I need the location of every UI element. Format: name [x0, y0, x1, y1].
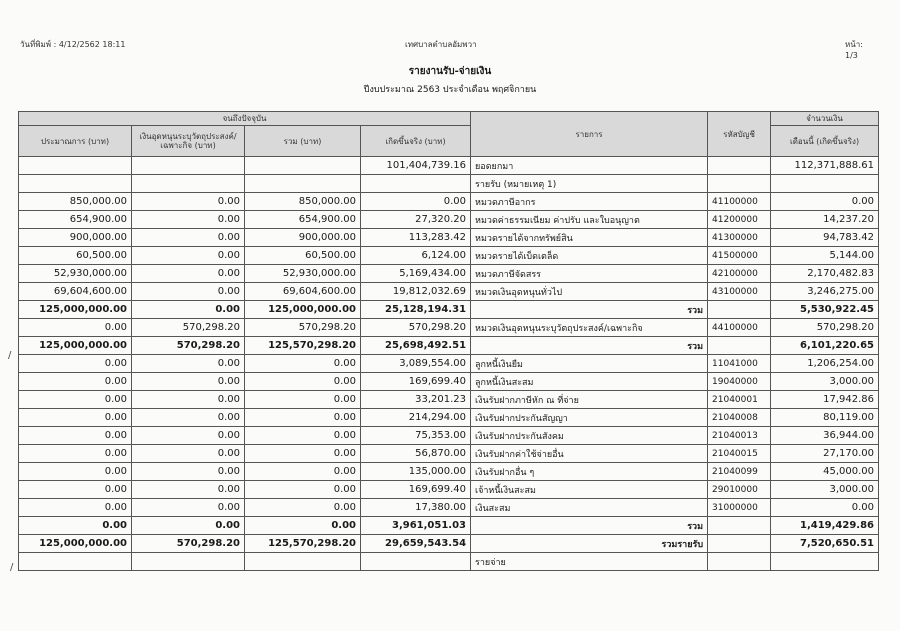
cell-special-grant: 0.00 — [132, 247, 245, 265]
cell-total: 0.00 — [245, 481, 361, 499]
cell-actual: 169,699.40 — [361, 481, 471, 499]
cell-this-month: 7,520,650.51 — [771, 535, 879, 553]
cell-account: 42100000 — [708, 265, 771, 283]
cell-actual: 75,353.00 — [361, 427, 471, 445]
cell-actual: 33,201.23 — [361, 391, 471, 409]
cell-total: 0.00 — [245, 355, 361, 373]
cell-this-month: 17,942.86 — [771, 391, 879, 409]
cell-special-grant: 0.00 — [132, 193, 245, 211]
header-account: รหัสบัญชี — [708, 112, 771, 157]
cell-special-grant: 0.00 — [132, 265, 245, 283]
table-row — [19, 355, 879, 373]
table-row — [19, 391, 879, 409]
table-row — [19, 373, 879, 391]
cell-budget: 0.00 — [19, 427, 132, 445]
cell-special-grant: 0.00 — [132, 409, 245, 427]
table-row — [19, 463, 879, 481]
cell-actual: 214,294.00 — [361, 409, 471, 427]
cell-item: เงินรับฝากค่าใช้จ่ายอื่น — [471, 445, 708, 463]
header-this-month: เดือนนี้ (เกิดขึ้นจริง) — [771, 126, 879, 157]
cell-actual: 3,961,051.03 — [361, 517, 471, 535]
cell-budget: 900,000.00 — [19, 229, 132, 247]
cell-total: 52,930,000.00 — [245, 265, 361, 283]
cell-total: 125,570,298.20 — [245, 535, 361, 553]
header-total: รวม (บาท) — [245, 126, 361, 157]
total-row — [19, 535, 879, 553]
cell-budget: 654,900.00 — [19, 211, 132, 229]
cell-actual: 6,124.00 — [361, 247, 471, 265]
cell-actual — [361, 553, 471, 571]
table-row — [19, 283, 879, 301]
cell-total: 0.00 — [245, 517, 361, 535]
cell-account: 21040008 — [708, 409, 771, 427]
total-row — [19, 337, 879, 355]
cell-actual: 19,812,032.69 — [361, 283, 471, 301]
cell-account: 19040000 — [708, 373, 771, 391]
cell-item: รายจ่าย — [471, 553, 708, 571]
cell-item: หมวดภาษีจัดสรร — [471, 265, 708, 283]
table-row — [19, 247, 879, 265]
cell-budget: 52,930,000.00 — [19, 265, 132, 283]
cell-this-month: 27,170.00 — [771, 445, 879, 463]
report-title: รายงานรับ-จ่ายเงิน — [408, 66, 492, 77]
header-actual: เกิดขึ้นจริง (บาท) — [361, 126, 471, 157]
cell-special-grant: 0.00 — [132, 283, 245, 301]
table-row — [19, 193, 879, 211]
cell-item: หมวดค่าธรรมเนียม ค่าปรับ และใบอนุญาต — [471, 211, 708, 229]
header-budget: ประมาณการ (บาท) — [19, 126, 132, 157]
table-row — [19, 409, 879, 427]
receipts-payments-table — [18, 111, 879, 571]
cell-account: 21040013 — [708, 427, 771, 445]
cell-this-month: 5,144.00 — [771, 247, 879, 265]
cell-special-grant: 0.00 — [132, 481, 245, 499]
cell-total — [245, 157, 361, 175]
cell-total: 0.00 — [245, 463, 361, 481]
cell-budget: 60,500.00 — [19, 247, 132, 265]
header-item: รายการ — [471, 112, 708, 157]
cell-this-month: 1,419,429.86 — [771, 517, 879, 535]
cell-actual: 101,404,739.16 — [361, 157, 471, 175]
cell-item: เงินสะสม — [471, 499, 708, 517]
cell-account — [708, 553, 771, 571]
table-row — [19, 499, 879, 517]
cell-account: 21040015 — [708, 445, 771, 463]
cell-total: 654,900.00 — [245, 211, 361, 229]
cell-total: 850,000.00 — [245, 193, 361, 211]
table-row — [19, 229, 879, 247]
cell-this-month: 5,530,922.45 — [771, 301, 879, 319]
cell-item: เจ้าหนี้เงินสะสม — [471, 481, 708, 499]
cell-item: หมวดรายได้เบ็ดเตล็ด — [471, 247, 708, 265]
cell-this-month: 80,119.00 — [771, 409, 879, 427]
cell-special-grant: 0.00 — [132, 463, 245, 481]
cell-total — [245, 175, 361, 193]
report-subtitle: ปีงบประมาณ 2563 ประจำเดือน พฤศจิกายน — [363, 85, 537, 95]
cell-total: 570,298.20 — [245, 319, 361, 337]
cell-actual: 25,128,194.31 — [361, 301, 471, 319]
table-row — [19, 175, 879, 193]
cell-total: 0.00 — [245, 373, 361, 391]
cell-special-grant: 0.00 — [132, 499, 245, 517]
cell-this-month — [771, 553, 879, 571]
cell-total: 125,570,298.20 — [245, 337, 361, 355]
cell-actual: 17,380.00 — [361, 499, 471, 517]
cell-account — [708, 175, 771, 193]
cell-account — [708, 157, 771, 175]
cell-actual: 3,089,554.00 — [361, 355, 471, 373]
cell-account — [708, 301, 771, 319]
cell-this-month: 3,000.00 — [771, 481, 879, 499]
table-row — [19, 265, 879, 283]
cell-actual: 135,000.00 — [361, 463, 471, 481]
cell-budget: 0.00 — [19, 499, 132, 517]
cell-budget: 125,000,000.00 — [19, 337, 132, 355]
cell-item: หมวดภาษีอากร — [471, 193, 708, 211]
cell-account: 21040099 — [708, 463, 771, 481]
cell-account — [708, 337, 771, 355]
cell-special-grant: 570,298.20 — [132, 319, 245, 337]
cell-this-month: 3,246,275.00 — [771, 283, 879, 301]
table-row — [19, 445, 879, 463]
cell-item: หมวดรายได้จากทรัพย์สิน — [471, 229, 708, 247]
cell-item: หมวดเงินอุดหนุนระบุวัตถุประสงค์/เฉพาะกิจ — [471, 319, 708, 337]
cell-budget — [19, 175, 132, 193]
cell-this-month: 6,101,220.65 — [771, 337, 879, 355]
cell-budget: 125,000,000.00 — [19, 301, 132, 319]
cell-account: 41300000 — [708, 229, 771, 247]
cell-total: 125,000,000.00 — [245, 301, 361, 319]
cell-this-month — [771, 175, 879, 193]
table-row — [19, 427, 879, 445]
cell-item: ลูกหนี้เงินยืม — [471, 355, 708, 373]
cell-actual: 570,298.20 — [361, 319, 471, 337]
cell-account: 41200000 — [708, 211, 771, 229]
cell-actual: 25,698,492.51 — [361, 337, 471, 355]
cell-total: 0.00 — [245, 427, 361, 445]
cell-item: เงินรับฝากภาษีหัก ณ ที่จ่าย — [471, 391, 708, 409]
cell-special-grant — [132, 175, 245, 193]
cell-account: 41100000 — [708, 193, 771, 211]
cell-budget: 0.00 — [19, 481, 132, 499]
cell-total: 0.00 — [245, 499, 361, 517]
cell-this-month: 0.00 — [771, 193, 879, 211]
cell-budget: 0.00 — [19, 355, 132, 373]
cell-account — [708, 535, 771, 553]
cell-item: รวม — [471, 301, 708, 319]
cell-total — [245, 553, 361, 571]
cell-budget: 0.00 — [19, 391, 132, 409]
cell-this-month: 570,298.20 — [771, 319, 879, 337]
cell-total: 69,604,600.00 — [245, 283, 361, 301]
cell-special-grant — [132, 157, 245, 175]
cell-special-grant: 0.00 — [132, 229, 245, 247]
cell-special-grant: 0.00 — [132, 373, 245, 391]
table-body — [19, 157, 879, 571]
cell-actual — [361, 175, 471, 193]
cell-account: 21040001 — [708, 391, 771, 409]
cell-actual: 29,659,543.54 — [361, 535, 471, 553]
pen-mark: / — [10, 562, 14, 573]
cell-budget — [19, 157, 132, 175]
cell-item: เงินรับฝากอื่น ๆ — [471, 463, 708, 481]
table-row — [19, 553, 879, 571]
cell-actual: 0.00 — [361, 193, 471, 211]
cell-item: เงินรับฝากประกันสัญญา — [471, 409, 708, 427]
cell-account: 11041000 — [708, 355, 771, 373]
cell-this-month: 0.00 — [771, 499, 879, 517]
pen-mark: / — [8, 350, 12, 361]
total-row — [19, 301, 879, 319]
page-number: หน้า: 1/3 — [845, 40, 863, 60]
cell-special-grant: 0.00 — [132, 427, 245, 445]
table-row — [19, 319, 879, 337]
cell-item: ลูกหนี้เงินสะสม — [471, 373, 708, 391]
cell-this-month: 36,944.00 — [771, 427, 879, 445]
cell-special-grant: 0.00 — [132, 211, 245, 229]
header-group-to-date: จนถึงปัจจุบัน — [19, 112, 471, 126]
cell-budget: 0.00 — [19, 445, 132, 463]
cell-account — [708, 517, 771, 535]
cell-account: 31000000 — [708, 499, 771, 517]
cell-item: ยอดยกมา — [471, 157, 708, 175]
cell-budget: 0.00 — [19, 409, 132, 427]
print-date: วันที่พิมพ์ : 4/12/2562 18:11 — [20, 40, 126, 49]
cell-actual: 5,169,434.00 — [361, 265, 471, 283]
cell-total: 900,000.00 — [245, 229, 361, 247]
organization-name: เทศบาลตำบลอัมพวา — [405, 40, 477, 49]
cell-actual: 27,320.20 — [361, 211, 471, 229]
table-row — [19, 157, 879, 175]
cell-budget: 850,000.00 — [19, 193, 132, 211]
cell-total: 0.00 — [245, 391, 361, 409]
cell-this-month: 45,000.00 — [771, 463, 879, 481]
cell-special-grant: 570,298.20 — [132, 337, 245, 355]
cell-this-month: 3,000.00 — [771, 373, 879, 391]
cell-item: เงินรับฝากประกันสังคม — [471, 427, 708, 445]
table-row — [19, 211, 879, 229]
cell-special-grant: 0.00 — [132, 355, 245, 373]
cell-total: 0.00 — [245, 409, 361, 427]
cell-account: 43100000 — [708, 283, 771, 301]
cell-special-grant: 570,298.20 — [132, 535, 245, 553]
cell-special-grant: 0.00 — [132, 517, 245, 535]
cell-budget — [19, 553, 132, 571]
cell-actual: 56,870.00 — [361, 445, 471, 463]
cell-budget: 0.00 — [19, 373, 132, 391]
total-row — [19, 517, 879, 535]
cell-budget: 125,000,000.00 — [19, 535, 132, 553]
cell-actual: 113,283.42 — [361, 229, 471, 247]
cell-special-grant: 0.00 — [132, 301, 245, 319]
cell-special-grant — [132, 553, 245, 571]
cell-this-month: 1,206,254.00 — [771, 355, 879, 373]
cell-item: รวม — [471, 517, 708, 535]
cell-item: รวมรายรับ — [471, 535, 708, 553]
header-amount-group: จำนวนเงิน — [771, 112, 879, 126]
cell-this-month: 14,237.20 — [771, 211, 879, 229]
cell-item: รวม — [471, 337, 708, 355]
cell-budget: 0.00 — [19, 517, 132, 535]
cell-budget: 0.00 — [19, 463, 132, 481]
cell-account: 44100000 — [708, 319, 771, 337]
cell-this-month: 94,783.42 — [771, 229, 879, 247]
cell-actual: 169,699.40 — [361, 373, 471, 391]
table-header-row-1 — [19, 112, 879, 126]
cell-item: หมวดเงินอุดหนุนทั่วไป — [471, 283, 708, 301]
cell-total: 0.00 — [245, 445, 361, 463]
cell-special-grant: 0.00 — [132, 445, 245, 463]
cell-budget: 69,604,600.00 — [19, 283, 132, 301]
cell-budget: 0.00 — [19, 319, 132, 337]
header-special-grant: เงินอุดหนุนระบุวัตถุประสงค์/เฉพาะกิจ (บาท) — [132, 126, 245, 157]
table-row — [19, 481, 879, 499]
cell-item: รายรับ (หมายเหตุ 1) — [471, 175, 708, 193]
cell-account: 29010000 — [708, 481, 771, 499]
cell-account: 41500000 — [708, 247, 771, 265]
cell-total: 60,500.00 — [245, 247, 361, 265]
cell-this-month: 2,170,482.83 — [771, 265, 879, 283]
cell-special-grant: 0.00 — [132, 391, 245, 409]
cell-this-month: 112,371,888.61 — [771, 157, 879, 175]
